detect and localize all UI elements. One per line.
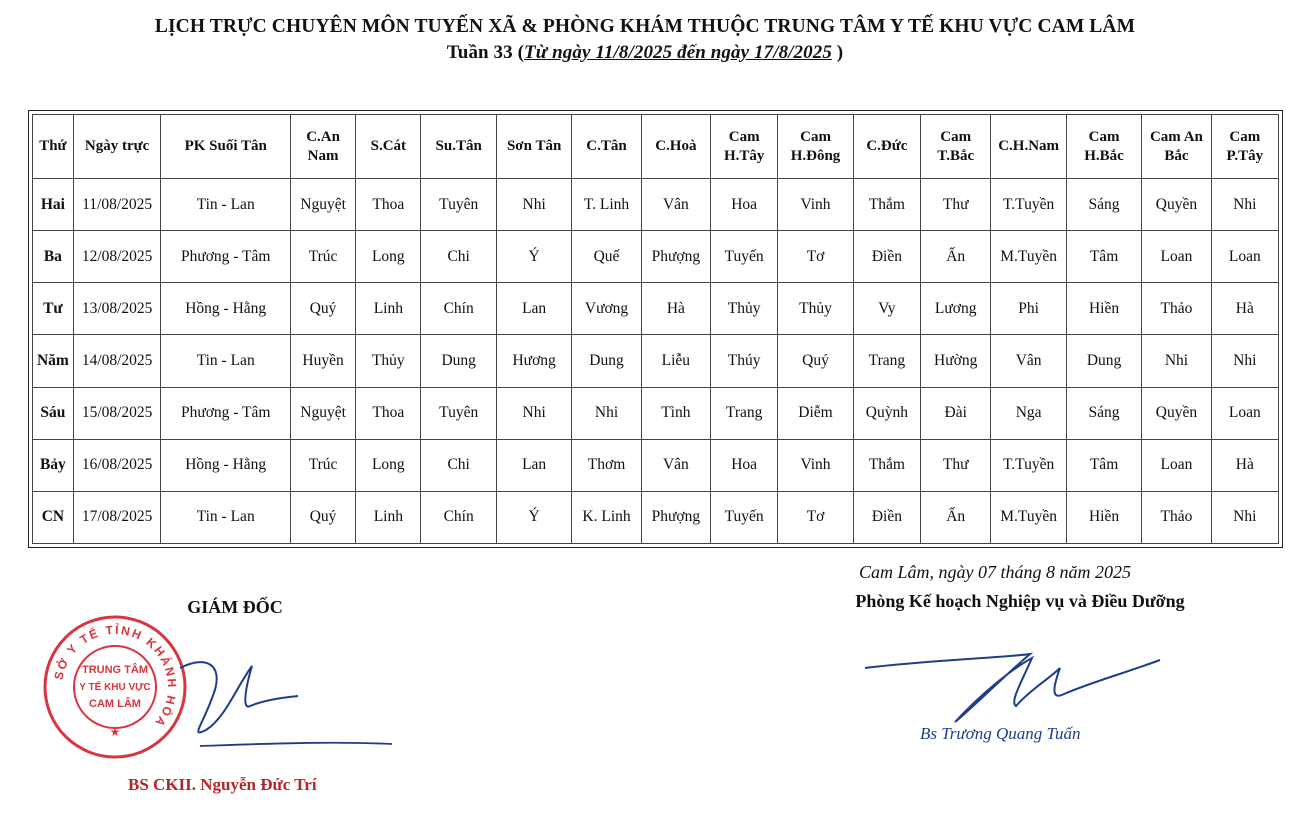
staff-cell: Tin - Lan: [161, 179, 290, 231]
column-header: C.H.Nam: [991, 115, 1066, 179]
stamp-line-2: Y TẾ KHU VỰC: [79, 682, 151, 693]
staff-cell: Nhi: [496, 387, 571, 439]
column-header: C.Hoà: [641, 115, 710, 179]
column-header: Cam H.Bắc: [1066, 115, 1141, 179]
staff-cell: Thư: [921, 439, 991, 491]
column-header: Cam P.Tây: [1211, 115, 1278, 179]
staff-cell: Loan: [1211, 231, 1278, 283]
staff-cell: Nhi: [1211, 491, 1278, 543]
column-header: Su.Tân: [421, 115, 496, 179]
staff-cell: Thoa: [356, 179, 421, 231]
staff-cell: Hà: [1211, 283, 1278, 335]
staff-cell: Tơ: [778, 231, 853, 283]
table-row: [33, 231, 1279, 283]
date-cell: 16/08/2025: [73, 439, 161, 491]
staff-cell: Chi: [421, 439, 496, 491]
staff-cell: Trang: [711, 387, 778, 439]
staff-cell: Thủy: [778, 283, 853, 335]
staff-cell: Thúy: [711, 335, 778, 387]
staff-cell: Dung: [1066, 335, 1141, 387]
staff-cell: Thảo: [1142, 283, 1211, 335]
date-cell: 13/08/2025: [73, 283, 161, 335]
weekday-cell: Tư: [33, 283, 74, 335]
staff-cell: Điền: [853, 491, 920, 543]
staff-cell: Long: [356, 439, 421, 491]
staff-cell: Quý: [290, 491, 355, 543]
staff-cell: Ấn: [921, 491, 991, 543]
column-header: C.An Nam: [290, 115, 355, 179]
department-signer-name: Bs Trương Quang Tuấn: [920, 724, 1081, 743]
staff-cell: Quế: [572, 231, 641, 283]
staff-cell: Linh: [356, 283, 421, 335]
staff-cell: Phi: [991, 283, 1066, 335]
table-body: [33, 179, 1279, 544]
weekday-cell: Hai: [33, 179, 74, 231]
staff-cell: Quyền: [1142, 179, 1211, 231]
staff-cell: Lương: [921, 283, 991, 335]
column-header: Ngày trực: [73, 115, 161, 179]
staff-cell: Phượng: [641, 231, 710, 283]
staff-cell: Nguyệt: [290, 387, 355, 439]
staff-cell: Nhi: [496, 179, 571, 231]
staff-cell: Chi: [421, 231, 496, 283]
column-header: Cam T.Bắc: [921, 115, 991, 179]
table-row: [33, 335, 1279, 387]
column-header: Sơn Tân: [496, 115, 571, 179]
staff-cell: Trúc: [290, 439, 355, 491]
staff-cell: Huyền: [290, 335, 355, 387]
staff-cell: Tâm: [1066, 439, 1141, 491]
staff-cell: Nhi: [1211, 335, 1278, 387]
staff-cell: Hồng - Hằng: [161, 439, 290, 491]
staff-cell: Liễu: [641, 335, 710, 387]
staff-cell: Thơm: [572, 439, 641, 491]
staff-cell: Quyền: [1142, 387, 1211, 439]
staff-cell: Quý: [290, 283, 355, 335]
staff-cell: Nhi: [572, 387, 641, 439]
table-row: [33, 491, 1279, 543]
title-line: LỊCH TRỰC CHUYÊN MÔN TUYẾN XÃ & PHÒNG KHÁM THUỘC TRUNG TÂM Y TẾ KHU VỰC CAM LÂM: [154, 16, 1136, 37]
staff-cell: Thắm: [853, 439, 920, 491]
column-header: C.Tân: [572, 115, 641, 179]
table-row: [33, 387, 1279, 439]
staff-cell: Hiền: [1066, 491, 1141, 543]
staff-cell: Tuyên: [421, 387, 496, 439]
header-row: [33, 115, 1279, 179]
director-signature: [140, 648, 400, 758]
staff-cell: Chín: [421, 283, 496, 335]
table-row: [33, 439, 1279, 491]
director-title: GIÁM ĐỐC: [187, 597, 283, 617]
staff-cell: Vân: [641, 179, 710, 231]
staff-cell: Vy: [853, 283, 920, 335]
staff-cell: Phương - Tâm: [161, 387, 290, 439]
staff-cell: Vân: [641, 439, 710, 491]
table-row: [33, 179, 1279, 231]
staff-cell: Hiền: [1066, 283, 1141, 335]
star-icon: ★: [109, 725, 121, 739]
schedule-table: [32, 114, 1279, 544]
table-row: [33, 283, 1279, 335]
staff-cell: Diễm: [778, 387, 853, 439]
staff-cell: Phượng: [641, 491, 710, 543]
director-name: BS CKII. Nguyễn Đức Trí: [128, 775, 317, 794]
date-cell: 17/08/2025: [73, 491, 161, 543]
staff-cell: Nguyệt: [290, 179, 355, 231]
staff-cell: Vinh: [778, 179, 853, 231]
staff-cell: Hương: [496, 335, 571, 387]
column-header: Thứ: [33, 115, 74, 179]
date-cell: 11/08/2025: [73, 179, 161, 231]
date-cell: 15/08/2025: [73, 387, 161, 439]
staff-cell: Lan: [496, 283, 571, 335]
staff-cell: Thủy: [356, 335, 421, 387]
staff-cell: Loan: [1142, 439, 1211, 491]
staff-cell: Dung: [421, 335, 496, 387]
staff-cell: Đài: [921, 387, 991, 439]
department-name: Phòng Kế hoạch Nghiệp vụ và Điều Dưỡng: [855, 591, 1185, 611]
weekday-cell: Bảy: [33, 439, 74, 491]
staff-cell: Thư: [921, 179, 991, 231]
staff-cell: Ý: [496, 231, 571, 283]
staff-cell: Tuyên: [421, 179, 496, 231]
staff-cell: Nhi: [1211, 179, 1278, 231]
staff-cell: Hoa: [711, 179, 778, 231]
staff-cell: Thủy: [711, 283, 778, 335]
staff-cell: M.Tuyền: [991, 231, 1066, 283]
staff-cell: Vương: [572, 283, 641, 335]
column-header: Cam H.Tây: [711, 115, 778, 179]
staff-cell: Lan: [496, 439, 571, 491]
stamp-line-3: CAM LÂM: [89, 698, 141, 710]
stamp-line-1: TRUNG TÂM: [82, 664, 148, 676]
staff-cell: Hà: [1211, 439, 1278, 491]
staff-cell: T. Linh: [572, 179, 641, 231]
stamp-ring-text: SỞ Y TẾ TỈNH KHÁNH HÒA: [51, 622, 180, 731]
column-header: C.Đức: [853, 115, 920, 179]
week-range: Từ ngày 11/8/2025 đến ngày 17/8/2025: [524, 42, 832, 63]
schedule-table-frame: [28, 110, 1283, 548]
weekday-cell: CN: [33, 491, 74, 543]
week-label: Tuần 33 (: [446, 42, 525, 63]
week-line: [0, 40, 1290, 66]
staff-cell: Tâm: [1066, 231, 1141, 283]
staff-cell: Tuyến: [711, 231, 778, 283]
staff-cell: Trang: [853, 335, 920, 387]
staff-cell: Tin - Lan: [161, 335, 290, 387]
staff-cell: Tuyến: [711, 491, 778, 543]
column-header: Cam H.Đông: [778, 115, 853, 179]
staff-cell: Vinh: [778, 439, 853, 491]
column-header: S.Cát: [356, 115, 421, 179]
date-cell: 12/08/2025: [73, 231, 161, 283]
staff-cell: T.Tuyền: [991, 179, 1066, 231]
staff-cell: Thoa: [356, 387, 421, 439]
staff-cell: T.Tuyền: [991, 439, 1066, 491]
staff-cell: Tin - Lan: [161, 491, 290, 543]
staff-cell: Ấn: [921, 231, 991, 283]
staff-cell: Loan: [1211, 387, 1278, 439]
staff-cell: Long: [356, 231, 421, 283]
staff-cell: Điền: [853, 231, 920, 283]
column-header: PK Suối Tân: [161, 115, 290, 179]
staff-cell: Vân: [991, 335, 1066, 387]
document-title: [0, 14, 1290, 66]
date-cell: 14/08/2025: [73, 335, 161, 387]
staff-cell: Trúc: [290, 231, 355, 283]
staff-cell: Phương - Tâm: [161, 231, 290, 283]
staff-cell: Loan: [1142, 231, 1211, 283]
staff-cell: Sáng: [1066, 387, 1141, 439]
staff-cell: Thảo: [1142, 491, 1211, 543]
staff-cell: M.Tuyền: [991, 491, 1066, 543]
staff-cell: Sáng: [1066, 179, 1141, 231]
place-date: Cam Lâm, ngày 07 tháng 8 năm 2025: [858, 562, 1131, 582]
staff-cell: Tơ: [778, 491, 853, 543]
weekday-cell: Sáu: [33, 387, 74, 439]
staff-cell: Tình: [641, 387, 710, 439]
staff-cell: Linh: [356, 491, 421, 543]
staff-cell: Chín: [421, 491, 496, 543]
staff-cell: Nga: [991, 387, 1066, 439]
staff-cell: Ý: [496, 491, 571, 543]
week-close: ): [831, 42, 844, 63]
staff-cell: Nhi: [1142, 335, 1211, 387]
column-header: Cam An Bắc: [1142, 115, 1211, 179]
weekday-cell: Ba: [33, 231, 74, 283]
staff-cell: Hoa: [711, 439, 778, 491]
staff-cell: Quỳnh: [853, 387, 920, 439]
staff-cell: K. Linh: [572, 491, 641, 543]
staff-cell: Thắm: [853, 179, 920, 231]
staff-cell: Dung: [572, 335, 641, 387]
weekday-cell: Năm: [33, 335, 74, 387]
department-signature: [860, 640, 1180, 730]
staff-cell: Hồng - Hằng: [161, 283, 290, 335]
staff-cell: Hà: [641, 283, 710, 335]
staff-cell: Hường: [921, 335, 991, 387]
staff-cell: Quý: [778, 335, 853, 387]
